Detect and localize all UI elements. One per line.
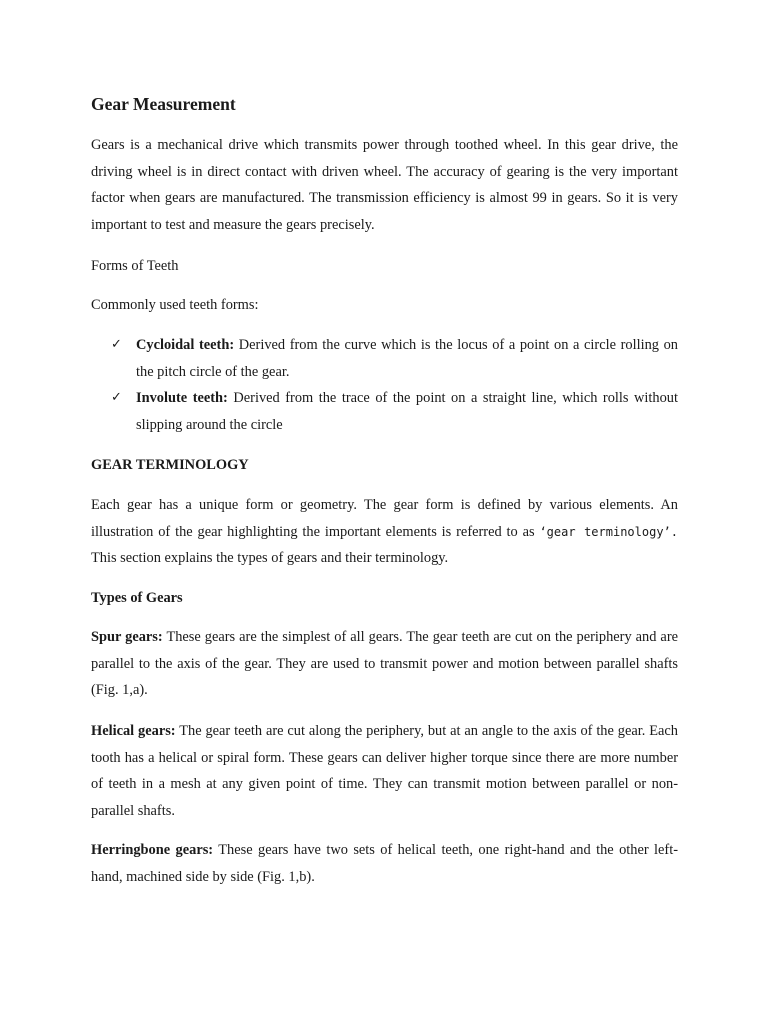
terminology-heading: GEAR TERMINOLOGY	[91, 457, 249, 473]
intro-paragraph: Gears is a mechanical drive which transmits power through toothed wheel. In this gear drive, the driving wheel is in direct contact with driven wheel. The accuracy of gearing is the very important factor when gears are manufactured. The transmission efficiency is almost 99 in gears. So it is very important to test and measure the gears precisely.	[91, 137, 678, 233]
herringbone-term: Herringbone gears:	[91, 842, 214, 858]
spur-gears-paragraph	[91, 624, 678, 704]
page-title: Gear Measurement	[91, 94, 236, 114]
involute-term: Involute teeth:	[136, 390, 228, 406]
teeth-forms-list	[91, 332, 678, 438]
check-icon: ✓	[111, 337, 122, 352]
forms-intro: Commonly used teeth forms:	[91, 297, 259, 313]
spur-text: These gears are the simplest of all gears. The gear teeth are cut on the periphery and are parallel to the axis of the gear. They are used to transmit power and motion between parallel shafts (Fig. 1,a).	[91, 629, 678, 698]
forms-heading: Forms of Teeth	[91, 258, 179, 274]
cycloidal-text: Derived from the curve which is the locus of a point on a circle rolling on the pitch circle of the gear.	[136, 337, 678, 380]
involute-text: Derived from the trace of the point on a straight line, which rolls without slipping around the circle	[136, 390, 678, 433]
terminology-quote: ‘gear terminology’.	[539, 524, 678, 539]
spur-term: Spur gears:	[91, 629, 163, 645]
list-item-cycloidal	[91, 332, 678, 385]
terminology-text-after: This section explains the types of gears and their terminology.	[91, 550, 449, 566]
herringbone-text: These gears have two sets of helical teeth, one right-hand and the other left-hand, machined side by side (Fig. 1,b).	[91, 842, 679, 885]
list-item-involute	[91, 385, 678, 438]
terminology-paragraph	[91, 492, 678, 572]
cycloidal-term: Cycloidal teeth:	[136, 337, 235, 353]
types-heading: Types of Gears	[91, 590, 183, 606]
check-icon: ✓	[111, 390, 122, 405]
helical-gears-paragraph	[91, 718, 678, 824]
helical-text: The gear teeth are cut along the periphery, but at an angle to the axis of the gear. Each tooth has a helical or spiral form. These gears can deliver higher torque since there are more number of teeth in a mesh at any given point of time. They can transmit motion between parallel or non-parallel shafts.	[91, 723, 678, 819]
herringbone-gears-paragraph	[91, 837, 678, 890]
terminology-text-before: Each gear has a unique form or geometry. The gear form is defined by various elements. An illustration of the gear highlighting the important elements is referred to as	[91, 497, 678, 540]
helical-term: Helical gears:	[91, 723, 176, 739]
